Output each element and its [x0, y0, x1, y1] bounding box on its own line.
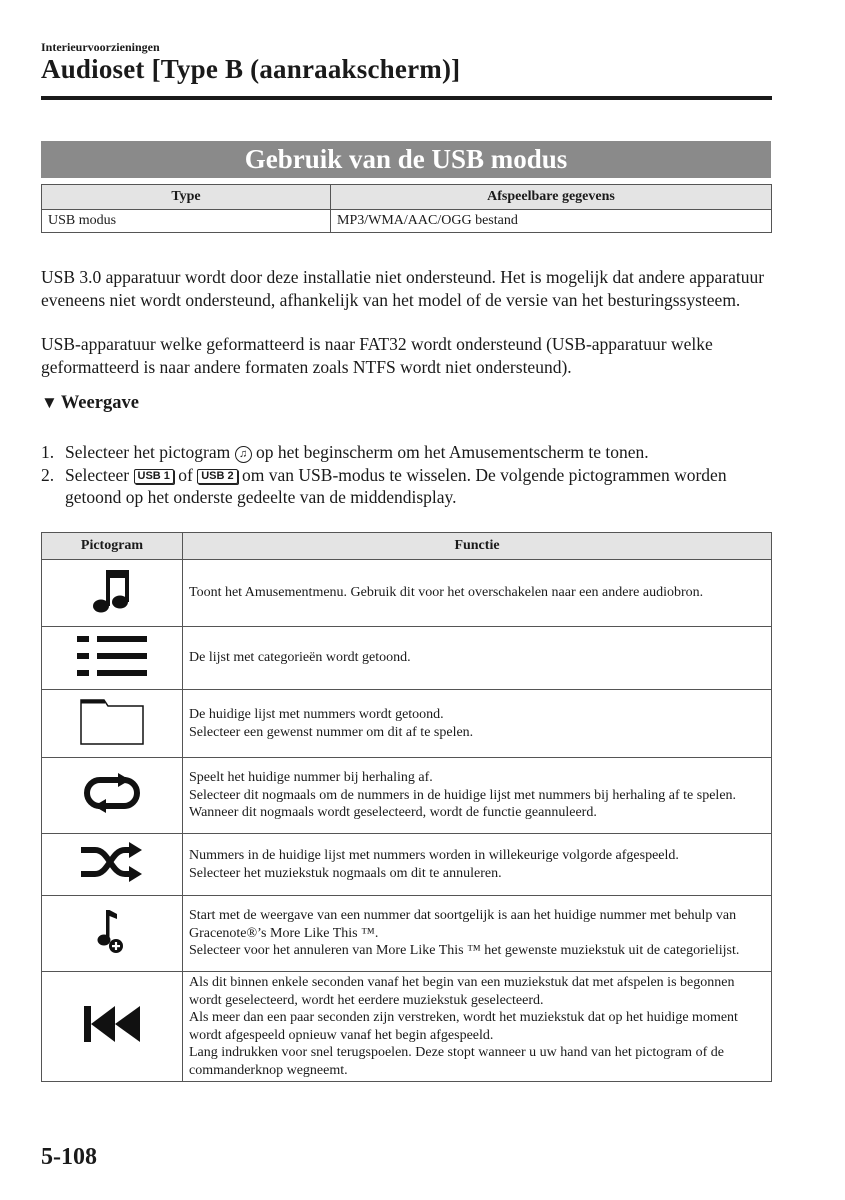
- section-banner: Gebruik van de USB modus: [41, 141, 771, 178]
- step-number: 2.: [41, 464, 55, 485]
- step-text-part: op het beginscherm om het Amusementscherm te tonen.: [255, 442, 649, 462]
- usb2-button[interactable]: USB 2: [197, 469, 237, 484]
- music-note-inline-icon: ♫: [235, 446, 252, 463]
- table-row: [42, 758, 772, 834]
- section-heading: [41, 393, 139, 414]
- page-number: 5-108: [41, 1144, 97, 1170]
- function-line: De huidige lijst met nummers wordt getoond.: [189, 707, 444, 722]
- function-line: Als meer dan een paar seconden zijn verstreken, wordt het muziekstuk dat op het huidige moment wordt afgespeeld opnieuw vanaf het begin afgespeeld.: [189, 1010, 738, 1043]
- paragraph-usb-support: USB 3.0 apparatuur wordt door deze installatie niet ondersteund. Het is mogelijk dat andere apparatuur eveneens niet wordt ondersteund, afhankelijk van het model of de versie van het besturingssysteem.: [41, 267, 765, 310]
- icon-cell: [42, 560, 183, 627]
- step-text: [65, 464, 781, 509]
- shuffle-icon[interactable]: [81, 842, 143, 882]
- table-row: [42, 210, 772, 233]
- function-cell: [183, 690, 772, 758]
- table-header-data: Afspeelbare gegevens: [331, 185, 772, 210]
- table-row: [42, 627, 772, 690]
- function-cell: [183, 972, 772, 1082]
- step-number: 1.: [41, 442, 55, 462]
- function-line: Selecteer voor het annuleren van More Like This ™ het gewenste muziekstuk uit de categorielijst.: [189, 943, 740, 959]
- usb1-button[interactable]: USB 1: [134, 469, 174, 484]
- triangle-down-icon: ▼: [41, 393, 58, 412]
- table-row: [42, 834, 772, 896]
- table-row: [42, 690, 772, 758]
- function-line: Selecteer dit nogmaals om de nummers in de huidige lijst met nummers bij herhaling af te spelen.: [189, 787, 737, 803]
- step-1: [41, 441, 781, 464]
- function-cell: [183, 560, 772, 627]
- function-line: Als dit binnen enkele seconden vanaf het begin van een muziekstuk dat met afspelen is begonnen wordt geselecteerd, wordt het eerdere muziekstuk geselecteerd.: [189, 975, 735, 1008]
- music-note-icon[interactable]: [90, 567, 134, 615]
- icon-cell: [42, 627, 183, 690]
- table-cell-data: MP3/WMA/AAC/OGG bestand: [331, 210, 772, 233]
- function-cell: [183, 627, 772, 690]
- table-row: [42, 896, 772, 972]
- step-text-part: om van USB-modus te wisselen. De volgende pictogrammen worden getoond op het onderste gedeelte van de middendisplay.: [65, 464, 727, 507]
- table-cell-type: USB modus: [42, 210, 331, 233]
- step-text-part: of: [178, 464, 193, 485]
- step-text-part: Selecteer het pictogram: [65, 442, 231, 462]
- table-header-function: Functie: [183, 533, 772, 560]
- table-header-type: Type: [42, 185, 331, 210]
- folder-icon[interactable]: [80, 697, 144, 745]
- function-line: Toont het Amusementmenu. Gebruik dit voor het overschakelen naar een andere audiobron.: [189, 585, 704, 601]
- icon-cell: [42, 896, 183, 972]
- steps-list: [41, 441, 781, 509]
- table-header-row: [42, 533, 772, 560]
- skip-back-icon[interactable]: [84, 1006, 140, 1042]
- header-divider: [41, 96, 772, 100]
- function-line: Lang indrukken voor snel terugspoelen. Deze stopt wanneer u uw hand van het pictogram of de commanderknop wegneemt.: [189, 1045, 724, 1078]
- function-cell: [183, 758, 772, 834]
- more-like-this-icon[interactable]: [97, 908, 127, 954]
- step-text-part: Selecteer: [65, 464, 130, 485]
- function-cell: [183, 896, 772, 972]
- function-line: Selecteer een gewenst nummer om dit af te spelen.: [189, 724, 474, 740]
- icon-cell: [42, 690, 183, 758]
- function-line: Nummers in de huidige lijst met nummers worden in willekeurige volgorde afgespeeld.: [189, 848, 679, 863]
- function-line: Selecteer het muziekstuk nogmaals om dit te annuleren.: [189, 865, 502, 881]
- function-line: Speelt het huidige nummer bij herhaling af.: [189, 770, 433, 786]
- type-table: [41, 184, 772, 233]
- function-line: Wanneer dit nogmaals wordt geselecteerd, wordt de functie geannuleerd.: [189, 805, 597, 821]
- function-line: De lijst met categorieën wordt getoond.: [189, 650, 411, 666]
- table-row: [42, 972, 772, 1082]
- paragraph-format: USB-apparatuur welke geformatteerd is naar FAT32 wordt ondersteund (USB-apparatuur welke geformatteerd is naar andere formaten zoals NTFS wordt niet ondersteund).: [41, 334, 713, 377]
- icon-cell: [42, 834, 183, 896]
- step-text: [65, 441, 649, 464]
- step-2: [41, 464, 781, 509]
- section-heading-text: Weergave: [60, 393, 139, 413]
- function-cell: [183, 834, 772, 896]
- table-row: [42, 560, 772, 627]
- icon-cell: [42, 758, 183, 834]
- function-line: Start met de weergave van een nummer dat soortgelijk is aan het huidige nummer met behulp van Gracenote®’s More Like This ™.: [189, 908, 737, 941]
- table-header-row: [42, 185, 772, 210]
- list-icon[interactable]: [77, 634, 147, 678]
- icon-table: [41, 532, 772, 1082]
- icon-cell: [42, 972, 183, 1082]
- table-header-pictogram: Pictogram: [42, 533, 183, 560]
- repeat-icon[interactable]: [82, 773, 142, 813]
- page-title: Audioset [Type B (aanraakscherm)]: [41, 54, 461, 84]
- chapter-label: Interieurvoorzieningen: [41, 40, 160, 54]
